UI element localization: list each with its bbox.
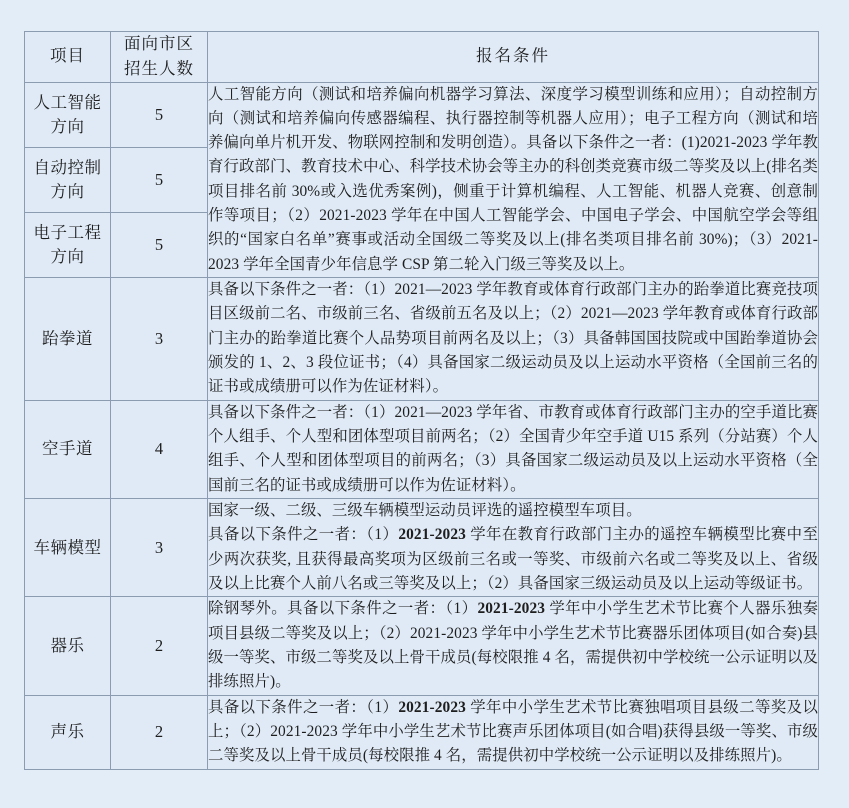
table-row xyxy=(25,499,819,597)
project-name-karate: 空手道 xyxy=(25,400,111,498)
conditions-instrumental-music xyxy=(208,597,819,695)
column-header-quota-line1: 面向市区 xyxy=(124,34,194,53)
project-line1: 人工智能 xyxy=(33,92,102,112)
project-name-artificial-intelligence xyxy=(25,82,111,147)
project-name-taekwondo: 跆拳道 xyxy=(25,278,111,401)
vocal-text-a: 具备以下条件之一者：（1） xyxy=(208,698,399,716)
project-name-electronic-engineering xyxy=(25,212,111,277)
project-name-instrumental-music: 器乐 xyxy=(25,597,111,695)
table-row xyxy=(25,400,819,498)
quota-electronic-engineering: 5 xyxy=(111,212,208,277)
table-row xyxy=(25,597,819,695)
column-header-quota-line2: 招生人数 xyxy=(124,58,194,78)
vehicle-model-years: 2021-2023 xyxy=(398,526,466,544)
project-line1: 自动控制 xyxy=(33,157,102,177)
quota-instrumental-music: 2 xyxy=(111,597,208,695)
column-header-project: 项目 xyxy=(25,32,111,83)
conditions-technology-text: 人工智能方向（测试和培养偏向机器学习算法、深度学习模型训练和应用）；自动控制方向（测试和培养偏向传感器编程、执行器控制等机器人应用）；电子工程方向（测试和培养偏向单片机开发、物联网控制和发明创造）。具备以下条件之一者：(1)2021-2023 学年教育行政部门、教育技术中心、科学技术协会等主办的科创类竞赛市级二等奖及以上(排名类项目排名前 30%或入选优秀案例)，侧重于计算机编程、人工智能、机器人竞赛、创意制作等项目；（2）2021-2023 学年在中国人工智能学会、中国电子学会、中国航空学会等组织的“国家白名单”赛事或活动全国级二等奖及以上(排名类项目排名前 30%)；（3）2021-2023 学年全国青少年信息学 CSP 第二轮入门级三等奖及以上。 xyxy=(208,85,818,273)
project-line2: 方向 xyxy=(50,181,85,201)
column-header-conditions: 报名条件 xyxy=(208,32,819,83)
project-name-automatic-control xyxy=(25,147,111,212)
conditions-vocal-music xyxy=(208,695,819,769)
column-header-quota xyxy=(111,32,208,83)
conditions-karate xyxy=(208,400,819,498)
vocal-text-b: 学年中小学生艺术节比赛独唱项目县级二等奖及以上；（2）2021-2023 学年中小学生艺术节比赛声乐团体项目(如合唱)获得县级一等奖、市级二等奖及以上骨干成员(每校限推 4 名，需提供初中学校统一公示证明以及排练照片)。 xyxy=(208,698,819,765)
quota-vehicle-model: 3 xyxy=(111,499,208,597)
table-row xyxy=(25,695,819,769)
conditions-vehicle-model xyxy=(208,499,819,597)
project-line2: 方向 xyxy=(50,116,85,136)
vocal-years: 2021-2023 xyxy=(398,698,466,716)
conditions-taekwondo xyxy=(208,278,819,401)
instrumental-text-a: 除钢琴外。具备以下条件之一者：（1） xyxy=(208,600,478,618)
quota-karate: 4 xyxy=(111,400,208,498)
project-line2: 方向 xyxy=(50,247,85,267)
instrumental-text-b: 学年中小学生艺术节比赛个人器乐独奏项目县级二等奖及以上；（2）2021-2023 学年中小学生艺术节比赛器乐团体项目(如合奏)县级一等奖、市级二等奖及以上骨干成员(每校限推 4 名，需提供初中学校统一公示证明以及排练照片)。 xyxy=(208,600,819,691)
project-line1: 电子工程 xyxy=(33,223,102,243)
quota-artificial-intelligence: 5 xyxy=(111,82,208,147)
conditions-instrumental-text xyxy=(208,597,818,694)
project-name-vocal-music: 声乐 xyxy=(25,695,111,769)
conditions-technology-merged xyxy=(208,82,819,278)
table-row xyxy=(25,82,819,147)
admission-requirements-table xyxy=(24,31,819,770)
quota-vocal-music: 2 xyxy=(111,695,208,769)
conditions-vehicle-model-line2 xyxy=(208,523,818,596)
vehicle-model-text-b: 学年在教育行政部门主办的遥控车辆模型比赛中至少两次获奖, 且获得最高奖项为区级前三名或一等奖、市级前六名或二等奖及以上、省级及以上比赛个人前八名或三等奖及以上；（2）具备国家三级运动员及以上运动等级证书。 xyxy=(208,526,819,593)
conditions-taekwondo-text: 具备以下条件之一者：（1）2021—2023 学年教育或体育行政部门主办的跆拳道比赛竞技项目区级前二名、市级前三名、省级前五名及以上；（2）2021—2023 学年教育或体育行政部门主办的跆拳道比赛个人品势项目前两名及以上；（3）具备韩国国技院或中国跆拳道协会颁发的 1、2、3 段位证书；（4）具备国家二级运动员及以上运动水平资格（全国前三名的证书或成绩册可以作为佐证材料）。 xyxy=(208,281,818,396)
conditions-karate-text: 具备以下条件之一者：（1）2021—2023 学年省、市教育或体育行政部门主办的空手道比赛个人组手、个人型和团体型项目前两名；（2）全国青少年空手道 U15 系列（分站赛）个人组手、个人型和团体型项目的前两名；（3）具备国家二级运动员及以上运动水平资格（全国前三名的证书或成绩册可以作为佐证材料）。 xyxy=(208,403,818,494)
conditions-vocal-text xyxy=(208,696,818,769)
table-row xyxy=(25,278,819,401)
instrumental-years: 2021-2023 xyxy=(477,600,546,618)
quota-taekwondo: 3 xyxy=(111,278,208,401)
vehicle-model-text-a: 具备以下条件之一者：（1） xyxy=(208,526,399,544)
project-name-vehicle-model: 车辆模型 xyxy=(25,499,111,597)
conditions-vehicle-model-line1: 国家一级、二级、三级车辆模型运动员评选的遥控模型车项目。 xyxy=(208,502,642,520)
table-header-row xyxy=(25,32,819,83)
quota-automatic-control: 5 xyxy=(111,147,208,212)
